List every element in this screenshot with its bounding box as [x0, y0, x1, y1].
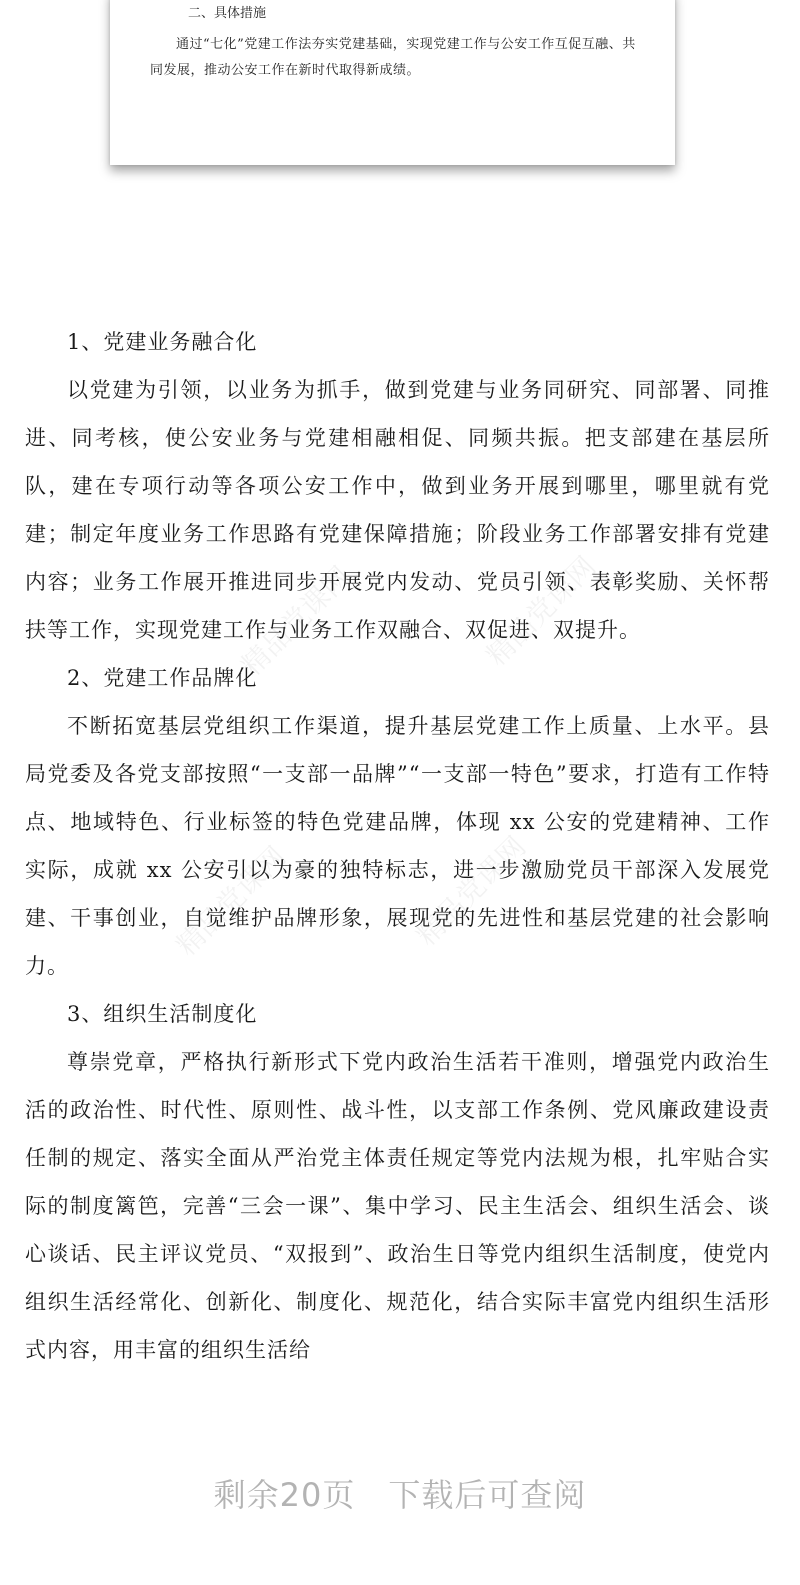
section-heading: 3、组织生活制度化	[67, 1002, 258, 1026]
section-paragraph: 不断拓宽基层党组织工作渠道，提升基层党建工作上质量、上水平。县局党委及各党支部按照“一支部一品牌”“一支部一特色”要求，打造有工作特点、地域特色、行业标签的特色党建品牌，体现 xx 公安的党建精神、工作实际，成就 xx 公安引以为豪的独特标志，进一步激励党员干部深入发展党建、干事创业，自觉维护品牌形象，展现党的先进性和基层党建的社会影响力。	[25, 714, 770, 978]
document-body	[25, 318, 770, 1374]
watermark: 精品党课网	[169, 839, 293, 963]
section-heading: 1、党建业务融合化	[67, 330, 258, 354]
document-preview-card	[110, 0, 675, 165]
card-heading: 二、具体措施	[188, 6, 267, 21]
section-heading: 2、党建工作品牌化	[67, 666, 258, 690]
watermark: 精品党课网	[409, 829, 533, 953]
section-paragraph: 以党建为引领，以业务为抓手，做到党建与业务同研究、同部署、同推进、同考核，使公安业务与党建相融相促、同频共振。把支部建在基层所队，建在专项行动等各项公安工作中，做到业务开展到哪里，哪里就有党建；制定年度业务工作思路有党建保障措施；阶段业务工作部署安排有党建内容；业务工作展开推进同步开展党内发动、党员引领、表彰奖励、关怀帮扶等工作，实现党建工作与业务工作双融合、双促进、双提升。	[25, 378, 770, 642]
watermark: 精品党课网	[234, 559, 358, 683]
section-paragraph: 尊崇党章，严格执行新形式下党内政治生活若干准则，增强党内政治生活的政治性、时代性、原则性、战斗性，以支部工作条例、党风廉政建设责任制的规定、落实全面从严治党主体责任规定等党内法规为根，扎牢贴合实际的制度篱笆，完善“三会一课”、集中学习、民主生活会、组织生活会、谈心谈话、民主评议党员、“双报到”、政治生日等党内组织生活制度，使党内组织生活经常化、创新化、制度化、规范化，结合实际丰富党内组织生活形式内容，用丰富的组织生活给	[25, 1050, 770, 1362]
remaining-pages-download-prompt[interactable]: 剩余20页 下载后可查阅	[213, 1476, 587, 1514]
watermark: 精品党课网	[479, 549, 603, 673]
card-paragraph: 通过“七化”党建工作法夯实党建基础，实现党建工作与公安工作互促互融、共同发展，推动公安工作在新时代取得新成绩。	[150, 37, 636, 78]
